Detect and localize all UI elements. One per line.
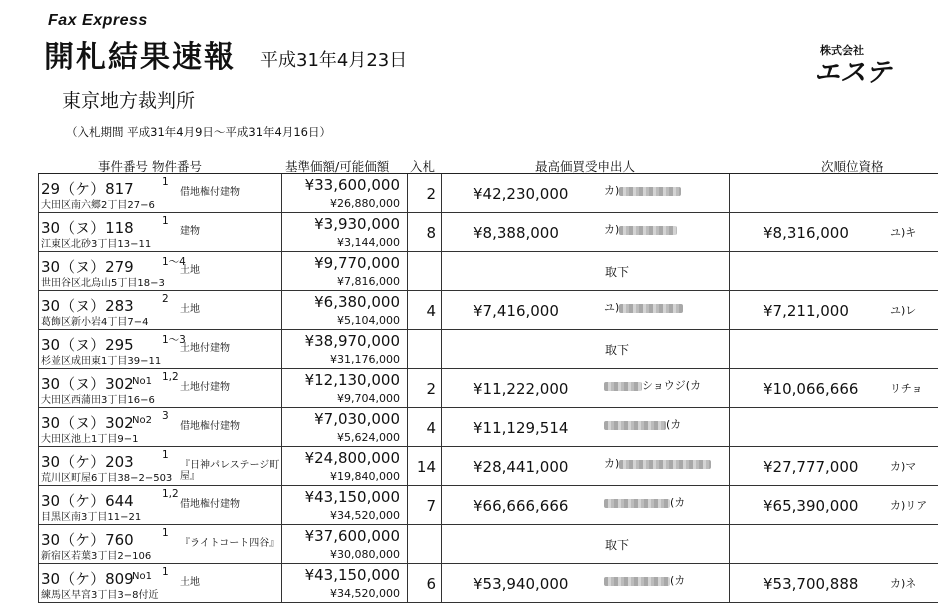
case-cell: [38, 564, 282, 602]
second-price: ¥53,700,888: [763, 575, 859, 593]
property-address: 江東区北砂3丁目13−11: [41, 239, 152, 250]
case-cell: [38, 252, 282, 290]
company-label: 株式会社: [820, 44, 864, 57]
bids-cell: [407, 369, 442, 407]
bid-count: 6: [426, 575, 436, 593]
winner-cell: [441, 369, 730, 407]
bids-cell: [407, 525, 442, 563]
lot-number: 3: [162, 410, 169, 422]
bid-count: 8: [426, 224, 436, 242]
base-price: ¥38,970,000: [304, 332, 400, 350]
case-cell: [38, 408, 282, 446]
second-price: ¥10,066,666: [763, 380, 859, 398]
property-type: 『日神パレステージ町屋』: [180, 460, 280, 482]
bids-cell: [407, 252, 442, 290]
redacted-name: [604, 421, 666, 430]
property-type: 借地権付建物: [180, 421, 240, 432]
second-bidder: カ)ネ: [890, 577, 917, 590]
item-no: No1: [132, 376, 152, 387]
redacted-name: [619, 187, 681, 196]
winning-bidder: [604, 455, 711, 471]
winner-cell: [441, 252, 730, 290]
winning-bidder: [604, 572, 685, 588]
case-number: 29（ケ）817: [41, 180, 134, 198]
price-cell: [281, 369, 408, 407]
bid-count: 14: [416, 458, 436, 476]
case-number: 30（ヌ）279: [41, 258, 134, 276]
bids-cell: [407, 291, 442, 329]
redacted-name: [604, 577, 670, 586]
redacted-name: [619, 460, 711, 469]
bidder-label: (カ: [670, 574, 686, 587]
table-body: [38, 173, 938, 603]
price-cell: [281, 252, 408, 290]
bid-count: 4: [426, 419, 436, 437]
bid-count: 2: [426, 380, 436, 398]
winner-cell: [441, 408, 730, 446]
second-price: ¥27,777,000: [763, 458, 859, 476]
price-cell: [281, 174, 408, 212]
price-cell: [281, 408, 408, 446]
case-number: 30（ケ）203: [41, 453, 134, 471]
bids-cell: [407, 564, 442, 602]
property-address: 大田区西蒲田3丁目16−6: [41, 395, 155, 406]
winner-cell: [441, 564, 730, 602]
second-price: ¥65,390,000: [763, 497, 859, 515]
case-number: 30（ヌ）295: [41, 336, 134, 354]
table-row: [38, 447, 938, 486]
case-cell: [38, 369, 282, 407]
table-row: [38, 525, 938, 564]
bids-cell: [407, 174, 442, 212]
minimum-price: ¥26,880,000: [330, 197, 400, 210]
bidder-label: (カ: [670, 496, 686, 509]
winner-cell: [441, 525, 730, 563]
bid-count: 2: [426, 185, 436, 203]
price-cell: [281, 330, 408, 368]
bids-cell: [407, 408, 442, 446]
table-row: [38, 330, 938, 369]
bid-count: 7: [426, 497, 436, 515]
item-no: No1: [132, 571, 152, 582]
price-cell: [281, 291, 408, 329]
case-cell: [38, 330, 282, 368]
second-cell: [729, 564, 950, 602]
case-cell: [38, 291, 282, 329]
table-row: [38, 564, 938, 603]
minimum-price: ¥9,704,000: [337, 392, 400, 405]
winning-price: ¥11,129,514: [473, 419, 569, 437]
winning-bidder: [604, 416, 681, 432]
bidder-label: ユ): [604, 301, 620, 314]
second-cell: [729, 174, 950, 212]
case-cell: [38, 486, 282, 524]
property-type: 土地付建物: [180, 382, 230, 393]
winning-price: ¥66,666,666: [473, 497, 569, 515]
winner-cell: [441, 174, 730, 212]
bidder-label: (カ: [666, 418, 682, 431]
court-name: 東京地方裁判所: [62, 90, 196, 112]
minimum-price: ¥5,104,000: [337, 314, 400, 327]
base-price: ¥12,130,000: [304, 371, 400, 389]
case-cell: [38, 174, 282, 212]
property-address: 杉並区成田東1丁目39−11: [41, 356, 162, 367]
redacted-name: [619, 226, 677, 235]
base-price: ¥33,600,000: [304, 176, 400, 194]
base-price: ¥43,150,000: [304, 488, 400, 506]
case-number: 30（ケ）809: [41, 570, 134, 588]
bid-count: 4: [426, 302, 436, 320]
table-row: [38, 174, 938, 213]
case-cell: [38, 447, 282, 485]
bidder-label: ショウジ(カ: [642, 379, 702, 392]
case-cell: [38, 525, 282, 563]
table-row: [38, 408, 938, 447]
property-type: 借地権付建物: [180, 187, 240, 198]
winner-cell: [441, 330, 730, 368]
property-type: 土地: [180, 577, 200, 588]
price-cell: [281, 213, 408, 251]
property-address: 荒川区町屋6丁目38−2−503: [41, 473, 173, 484]
property-address: 世田谷区北烏山5丁目18−3: [41, 278, 165, 289]
lot-number: 1: [162, 566, 169, 578]
case-cell: [38, 213, 282, 251]
base-price: ¥7,030,000: [314, 410, 400, 428]
second-cell: [729, 213, 950, 251]
case-number: 30（ケ）760: [41, 531, 134, 549]
withdrawn-label: 取下: [605, 343, 630, 357]
item-no: No2: [132, 415, 152, 426]
bidder-label: カ): [604, 457, 620, 470]
price-cell: [281, 564, 408, 602]
property-address: 大田区池上1丁目9−1: [41, 434, 139, 445]
second-cell: [729, 369, 950, 407]
lot-number: 1,2: [162, 371, 179, 383]
property-type: 土地付建物: [180, 343, 230, 354]
header-bids: 入札: [410, 159, 436, 174]
winning-price: ¥11,222,000: [473, 380, 569, 398]
table-header: [38, 157, 938, 173]
lot-number: 1: [162, 527, 169, 539]
bids-cell: [407, 486, 442, 524]
winning-bidder: [604, 377, 701, 393]
property-type: 建物: [180, 226, 200, 237]
property-type: 土地: [180, 304, 200, 315]
second-cell: [729, 408, 950, 446]
price-cell: [281, 486, 408, 524]
table-row: [38, 486, 938, 525]
second-bidder: リチョ: [890, 382, 923, 395]
base-price: ¥37,600,000: [304, 527, 400, 545]
lot-number: 1〜3: [162, 334, 186, 346]
lot-number: 2: [162, 293, 169, 305]
results-table: [38, 157, 938, 601]
winner-cell: [441, 486, 730, 524]
winner-cell: [441, 213, 730, 251]
fax-express-brand: Fax Express: [48, 12, 148, 29]
base-price: ¥24,800,000: [304, 449, 400, 467]
bid-period: （入札期間 平成31年4月9日～平成31年4月16日）: [66, 125, 332, 139]
property-address: 新宿区若葉3丁目2−106: [41, 551, 152, 562]
winning-price: ¥28,441,000: [473, 458, 569, 476]
redacted-name: [604, 499, 670, 508]
case-number: 30（ヌ）302: [41, 375, 134, 393]
lot-number: 1: [162, 449, 169, 461]
bidder-label: カ): [604, 223, 620, 236]
header-winner: 最高価買受申出人: [535, 159, 636, 174]
report-date: 平成31年4月23日: [260, 50, 408, 71]
lot-number: 1〜4: [162, 256, 186, 268]
second-cell: [729, 447, 950, 485]
winning-bidder: [604, 221, 677, 237]
minimum-price: ¥34,520,000: [330, 587, 400, 600]
header-case: 事件番号 物件番号: [98, 159, 202, 174]
report-title: 開札結果速報: [44, 40, 236, 75]
redacted-name: [619, 304, 683, 313]
lot-number: 1: [162, 176, 169, 188]
price-cell: [281, 525, 408, 563]
bids-cell: [407, 447, 442, 485]
property-type: 『ライトコート四谷』: [180, 538, 280, 549]
withdrawn-label: 取下: [605, 265, 630, 279]
case-number: 30（ケ）644: [41, 492, 134, 510]
second-cell: [729, 486, 950, 524]
second-bidder: ユ)レ: [890, 304, 917, 317]
winning-bidder: [604, 494, 685, 510]
minimum-price: ¥3,144,000: [337, 236, 400, 249]
bids-cell: [407, 330, 442, 368]
second-cell: [729, 291, 950, 329]
base-price: ¥3,930,000: [314, 215, 400, 233]
base-price: ¥9,770,000: [314, 254, 400, 272]
minimum-price: ¥34,520,000: [330, 509, 400, 522]
lot-number: 1: [162, 215, 169, 227]
property-type: 借地権付建物: [180, 499, 240, 510]
lot-number: 1,2: [162, 488, 179, 500]
header-second: 次順位資格: [821, 159, 884, 174]
table-row: [38, 291, 938, 330]
second-bidder: ユ)キ: [890, 226, 917, 239]
table-row: [38, 369, 938, 408]
table-row: [38, 252, 938, 291]
case-number: 30（ヌ）283: [41, 297, 134, 315]
bidder-label: カ): [604, 184, 620, 197]
second-cell: [729, 330, 950, 368]
winning-price: ¥8,388,000: [473, 224, 559, 242]
property-address: 目黒区南3丁目11−21: [41, 512, 142, 523]
winning-bidder: [604, 182, 681, 198]
winner-cell: [441, 291, 730, 329]
second-cell: [729, 252, 950, 290]
withdrawn-label: 取下: [605, 538, 630, 552]
winning-bidder: [604, 299, 683, 315]
second-cell: [729, 525, 950, 563]
header-price: 基準価額/可能価額: [285, 159, 390, 174]
minimum-price: ¥19,840,000: [330, 470, 400, 483]
second-bidder: カ)リア: [890, 499, 928, 512]
property-address: 葛飾区新小岩4丁目7−4: [41, 317, 149, 328]
winning-price: ¥42,230,000: [473, 185, 569, 203]
price-cell: [281, 447, 408, 485]
bids-cell: [407, 213, 442, 251]
second-price: ¥8,316,000: [763, 224, 849, 242]
property-address: 大田区南六郷2丁目27−6: [41, 200, 155, 211]
property-type: 土地: [180, 265, 200, 276]
minimum-price: ¥5,624,000: [337, 431, 400, 444]
company-logo: エステ: [814, 58, 892, 88]
case-number: 30（ヌ）302: [41, 414, 134, 432]
minimum-price: ¥30,080,000: [330, 548, 400, 561]
winning-price: ¥7,416,000: [473, 302, 559, 320]
minimum-price: ¥31,176,000: [330, 353, 400, 366]
case-number: 30（ヌ）118: [41, 219, 134, 237]
minimum-price: ¥7,816,000: [337, 275, 400, 288]
base-price: ¥43,150,000: [304, 566, 400, 584]
property-address: 練馬区早宮3丁目3−8付近: [41, 590, 159, 601]
redacted-name: [604, 382, 642, 391]
second-bidder: カ)マ: [890, 460, 917, 473]
winning-price: ¥53,940,000: [473, 575, 569, 593]
second-price: ¥7,211,000: [763, 302, 849, 320]
table-row: [38, 213, 938, 252]
base-price: ¥6,380,000: [314, 293, 400, 311]
winner-cell: [441, 447, 730, 485]
